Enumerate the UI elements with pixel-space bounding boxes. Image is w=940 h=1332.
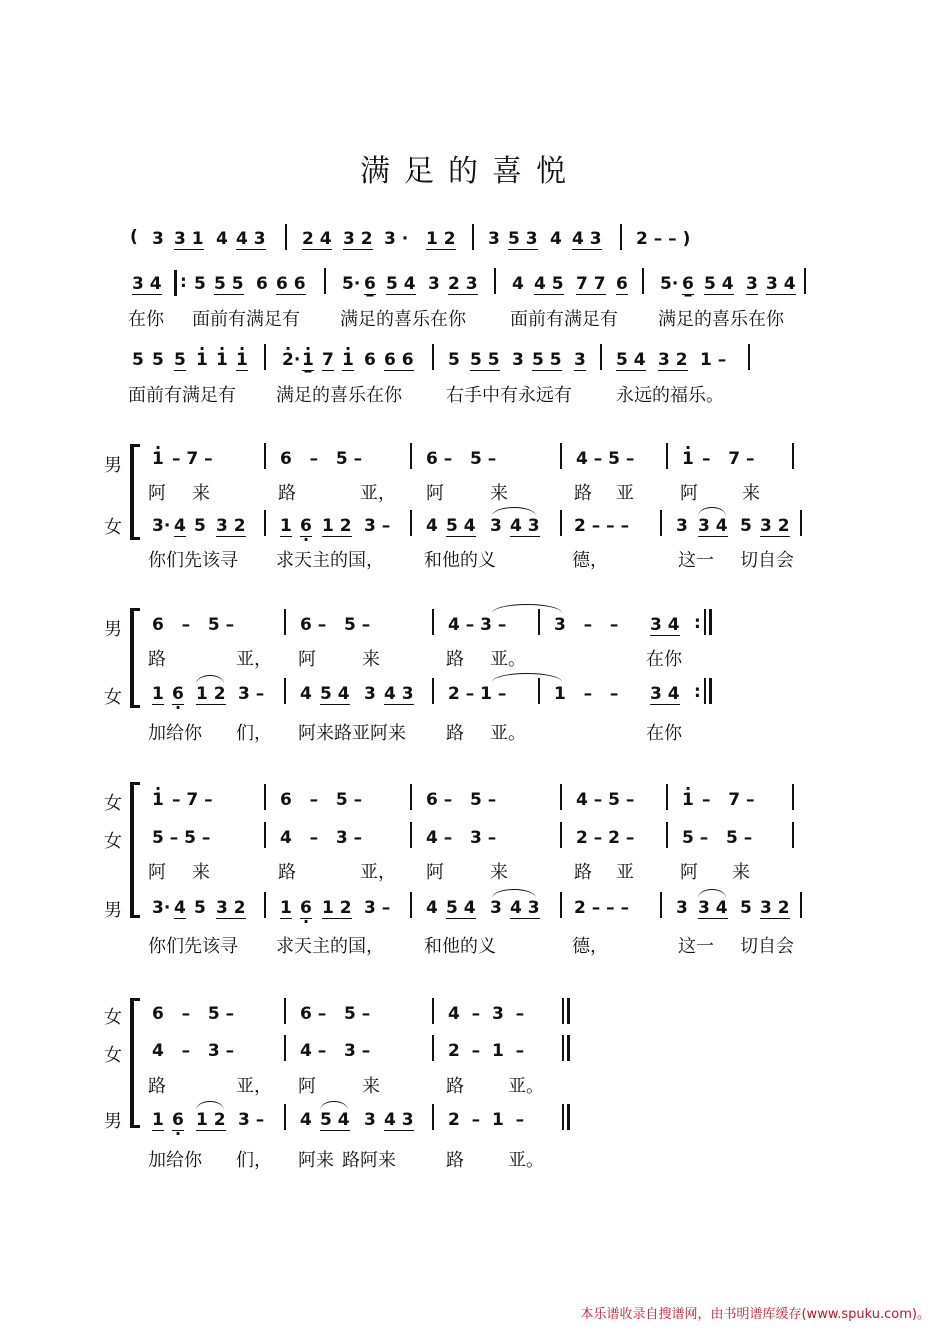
lyric: 来 <box>490 862 508 883</box>
note: 2 – – ) <box>636 229 691 249</box>
note: 7 7 <box>576 274 606 294</box>
note: 3 <box>488 229 500 249</box>
note: 3 2 <box>216 516 246 536</box>
lyric: 路 <box>446 1150 464 1171</box>
note: · 1 <box>682 792 694 809</box>
note: 6 · <box>300 900 312 919</box>
note: · 1 <box>342 352 354 371</box>
note: 6 6 <box>276 274 306 294</box>
note: – 7 – <box>702 790 755 810</box>
tie <box>492 604 562 613</box>
note: 4 – 3 – <box>448 1004 525 1024</box>
note: 6 6 <box>384 350 414 370</box>
lyric: 亚， <box>360 862 396 883</box>
lyric: 亚， <box>236 649 272 670</box>
lyric: 阿 <box>680 483 698 504</box>
note: 4 3 <box>236 229 266 249</box>
note: 3 <box>512 350 524 370</box>
voice-label: 男 <box>104 900 122 921</box>
note: 3 <box>364 1110 376 1130</box>
lyric: 阿来路亚阿来 <box>298 723 406 744</box>
barline <box>284 678 286 704</box>
note: 5 4 <box>386 274 416 294</box>
lyric: 来 <box>192 862 210 883</box>
final-bar <box>567 1104 570 1130</box>
tie <box>320 1101 348 1110</box>
voice-label: 女 <box>104 1007 122 1028</box>
note: – 7 – <box>172 449 213 469</box>
lyric: 阿 <box>298 1076 316 1097</box>
note: 3 – – <box>554 615 619 635</box>
barline <box>704 609 706 635</box>
lyric: 你们先该寻 <box>148 550 238 571</box>
note: 4 – 3 – <box>300 1041 371 1061</box>
note: 2 – 1 – <box>448 1110 525 1130</box>
note: 4 3 <box>384 1110 414 1130</box>
note: : <box>694 682 701 702</box>
barline <box>432 678 434 704</box>
system-brace <box>130 998 134 1128</box>
note: 6 – 5 – <box>426 790 497 810</box>
voice-label: 女 <box>104 1045 122 1066</box>
barline <box>560 443 562 469</box>
lyric: 来 <box>362 1076 380 1097</box>
note: 5 <box>132 350 144 370</box>
lyric: 来 <box>742 483 760 504</box>
note: 5 5 <box>470 350 500 370</box>
system-brace <box>130 608 134 708</box>
voice-label: 女 <box>104 831 122 852</box>
lyric: 路 <box>278 483 296 504</box>
note: 5 – 5 – <box>152 828 211 848</box>
lyric: 阿来 <box>298 1150 334 1171</box>
lyric: 和他的义 <box>424 936 496 957</box>
note: – 7 – <box>702 449 755 469</box>
lyric: 德， <box>572 936 608 957</box>
barline <box>792 822 794 848</box>
note: · 1 <box>196 352 208 369</box>
note: 3 <box>746 274 758 294</box>
note: 4 3 <box>510 898 540 918</box>
lyric: 德， <box>572 550 608 571</box>
barline <box>642 268 644 294</box>
barline <box>410 443 412 469</box>
barline <box>264 344 266 370</box>
system-brace <box>130 444 134 540</box>
note: 3 1 <box>174 229 204 249</box>
note: 3 <box>490 898 502 918</box>
barline <box>800 892 802 918</box>
note: 5 <box>740 516 752 536</box>
lyric: 路 <box>446 649 464 670</box>
note: 6 – 5 – <box>152 615 235 635</box>
barline <box>264 784 266 810</box>
note: 1 2 <box>196 1110 226 1130</box>
note: 3 – <box>364 898 391 918</box>
note: 6 – 5 – <box>152 1004 235 1024</box>
note: · 1 <box>216 352 228 369</box>
note: 5 – 5 – <box>682 828 753 848</box>
note: 3 <box>676 516 688 536</box>
note: 1 <box>152 1110 164 1130</box>
note: 4 – 3 – <box>280 828 363 848</box>
barline <box>560 784 562 810</box>
voice-label: 女 <box>104 793 122 814</box>
note: 3 4 <box>698 516 728 536</box>
lyric: 路 <box>278 862 296 883</box>
lyric: 阿 <box>298 649 316 670</box>
barline <box>410 892 412 918</box>
barline <box>284 998 286 1024</box>
note: · 2· <box>282 352 300 369</box>
note: 5 <box>448 350 460 370</box>
barline <box>562 1104 564 1130</box>
lyric: 来 <box>192 483 210 504</box>
note: 4 <box>216 229 228 249</box>
barline <box>324 268 326 294</box>
note: 6 · <box>172 1112 184 1131</box>
lyric: 满足的喜乐在你 <box>658 309 784 330</box>
lyric: 加给你 <box>148 1150 202 1171</box>
note: 3 <box>676 898 688 918</box>
lyric: 求天主的国， <box>276 936 384 957</box>
note: 5 3 <box>508 229 538 249</box>
note: · 1 <box>302 352 314 371</box>
lyric: 求天主的国， <box>276 550 384 571</box>
note: 7 <box>322 350 334 370</box>
barline <box>432 1035 434 1061</box>
voice-label: 女 <box>104 517 122 538</box>
barline <box>432 998 434 1024</box>
tie <box>698 889 726 898</box>
voice-label: 男 <box>104 619 122 640</box>
barline <box>660 892 662 918</box>
lyric: 这一 <box>678 550 714 571</box>
note: 4 – 3 – <box>152 1041 235 1061</box>
note: 4 – 3 – <box>426 828 497 848</box>
tie <box>196 675 224 684</box>
voice-label: 男 <box>104 1111 122 1132</box>
end-repeat-bar <box>709 678 712 704</box>
barline <box>264 892 266 918</box>
note: 5· <box>660 274 679 294</box>
note: 5 <box>174 350 186 370</box>
lyric: 这一 <box>678 936 714 957</box>
barline <box>666 443 668 469</box>
barline <box>264 510 266 536</box>
note: 3 2 <box>343 229 373 249</box>
note: 4 <box>174 516 186 536</box>
barline <box>560 892 562 918</box>
note: 6 <box>616 274 628 294</box>
note: 3 – <box>364 516 391 536</box>
note: 4 – 3 – <box>448 615 507 635</box>
barline <box>284 1104 286 1130</box>
lyric: 亚 <box>616 862 634 883</box>
lyric: 来 <box>362 649 380 670</box>
note: 2 3 <box>448 274 478 294</box>
lyric: 满足的喜乐在你 <box>276 385 402 406</box>
note: 4 <box>512 274 524 294</box>
barline <box>620 224 622 250</box>
note: 4 <box>300 1110 312 1130</box>
note: 3 4 <box>132 274 162 294</box>
barline <box>285 224 287 250</box>
note: 3 <box>574 350 586 370</box>
note: 5 5 <box>532 350 562 370</box>
lyric: 路 <box>148 1076 166 1097</box>
lyric: 路 <box>574 862 592 883</box>
barline <box>666 784 668 810</box>
barline <box>562 1035 564 1061</box>
note: 3 4 <box>650 684 680 704</box>
barline <box>538 678 540 704</box>
barline <box>264 822 266 848</box>
note: 6 <box>256 274 268 294</box>
lyric: 右手中有永远有 <box>446 385 572 406</box>
lyric: 亚。 <box>508 1076 544 1097</box>
lyric: 在你 <box>128 309 164 330</box>
lyric: 亚 <box>616 483 634 504</box>
lyric: 们， <box>236 723 272 744</box>
barline <box>666 822 668 848</box>
note: 4 5 <box>534 274 564 294</box>
tie <box>492 507 536 516</box>
note: 3 2 <box>658 350 688 370</box>
lyric: 亚， <box>236 1076 272 1097</box>
note: · 1 <box>152 792 164 809</box>
end-repeat-bar <box>709 609 712 635</box>
barline <box>660 510 662 536</box>
note: 4 <box>300 684 312 704</box>
barline <box>560 822 562 848</box>
note: 2 – 1 – <box>448 684 507 704</box>
note: 3 – <box>238 684 265 704</box>
final-bar <box>567 998 570 1024</box>
note: 3 2 <box>216 898 246 918</box>
note: 3 <box>428 274 440 294</box>
lyric: 路 <box>148 649 166 670</box>
note: 4 <box>426 898 438 918</box>
note: 4 – 5 – <box>576 449 635 469</box>
note: 1 2 <box>196 684 226 704</box>
lyric: 面前有满足有 <box>510 309 618 330</box>
note: 2 – – – <box>574 898 630 918</box>
lyric: 来 <box>732 862 750 883</box>
note: 5 4 <box>320 1110 350 1130</box>
lyric: 路 <box>574 483 592 504</box>
note: 5 <box>740 898 752 918</box>
note: 3 2 <box>760 516 790 536</box>
barline <box>800 510 802 536</box>
note: 5· <box>342 274 361 294</box>
note: 3 – <box>238 1110 265 1130</box>
barline <box>792 784 794 810</box>
note: 6 <box>364 274 376 294</box>
repeat-bar <box>174 270 177 296</box>
note: 6 – 5 – <box>280 790 363 810</box>
note: 5 <box>194 898 206 918</box>
lyric: 和他的义 <box>424 550 496 571</box>
note: 5 4 <box>446 516 476 536</box>
note: 2 – 2 – <box>576 828 635 848</box>
tie <box>196 1101 224 1110</box>
note: 3 · <box>384 229 409 249</box>
barline <box>748 344 750 370</box>
note: 5 5 <box>214 274 244 294</box>
note: 3 4 <box>698 898 728 918</box>
tie <box>492 889 536 898</box>
note: 4 <box>550 229 562 249</box>
note: 6 <box>682 274 694 294</box>
lyric: 亚。 <box>490 649 526 670</box>
note: 3 <box>152 229 164 249</box>
note: 5 4 <box>320 684 350 704</box>
note: 3 <box>364 684 376 704</box>
note: · 1 <box>152 451 164 468</box>
lyric: 阿 <box>148 483 166 504</box>
lyric: 路 <box>446 723 464 744</box>
lyric: 面前有满足有 <box>192 309 300 330</box>
barline <box>560 510 562 536</box>
lyric: 亚。 <box>490 723 526 744</box>
note: 1 <box>280 516 292 536</box>
paren-open: ( <box>130 227 138 247</box>
note: 3 <box>490 516 502 536</box>
lyric: 满足的喜乐在你 <box>340 309 466 330</box>
note: 4 3 <box>510 516 540 536</box>
barline <box>432 609 434 635</box>
source-footer: 本乐谱收录自搜谱网，由书明谱库缓存(www.spuku.com)。 <box>580 1307 930 1322</box>
lyric: 们， <box>236 1150 272 1171</box>
barline <box>284 609 286 635</box>
note: 5 <box>152 350 164 370</box>
lyric: 加给你 <box>148 723 202 744</box>
note: · 1 <box>236 352 248 371</box>
barline <box>410 510 412 536</box>
note: 1 – – <box>554 684 619 704</box>
note: 2 – – – <box>574 516 630 536</box>
note: 6 · <box>300 518 312 537</box>
lyric: 路 <box>446 1076 464 1097</box>
lyric: 来 <box>490 483 508 504</box>
lyric: 在你 <box>646 649 682 670</box>
note: 5 <box>194 516 206 536</box>
note: : <box>694 613 701 633</box>
note: 5 <box>194 274 206 294</box>
barline <box>432 344 434 370</box>
tie <box>698 507 726 516</box>
barline <box>562 998 564 1024</box>
note: 1 <box>152 684 164 704</box>
lyric: 在你 <box>646 723 682 744</box>
barline <box>284 1035 286 1061</box>
note: 6 – 5 – <box>300 1004 371 1024</box>
lyric: 路阿来 <box>342 1150 396 1171</box>
note: 6 · <box>172 686 184 705</box>
note: 1 <box>280 898 292 918</box>
barline <box>538 609 540 635</box>
note: 6 – 5 – <box>300 615 371 635</box>
lyric: 亚， <box>360 483 396 504</box>
barline <box>432 1104 434 1130</box>
note: 5 4 <box>446 898 476 918</box>
note: 5 4 <box>616 350 646 370</box>
voice-label: 女 <box>104 687 122 708</box>
barline <box>792 443 794 469</box>
note: – 7 – <box>172 790 213 810</box>
note: : <box>180 272 187 292</box>
note: · 1 <box>682 451 694 468</box>
page-title: 满足的喜悦 <box>360 154 580 189</box>
lyric: 阿 <box>148 862 166 883</box>
note: 6 – 5 – <box>426 449 497 469</box>
barline <box>600 344 602 370</box>
lyric: 阿 <box>426 862 444 883</box>
note: 4 <box>426 516 438 536</box>
note: 6 – 5 – <box>280 449 363 469</box>
note: 5 4 <box>704 274 734 294</box>
voice-label: 男 <box>104 455 122 476</box>
barline <box>472 224 474 250</box>
note: 3 2 <box>760 898 790 918</box>
note: 3· <box>152 898 171 918</box>
lyric: 你们先该寻 <box>148 936 238 957</box>
barline <box>410 822 412 848</box>
note: 2 4 <box>302 229 332 249</box>
note: 4 3 <box>572 229 602 249</box>
note: 1 2 <box>426 229 456 249</box>
system-brace <box>130 782 134 918</box>
note: 3 4 <box>650 615 680 635</box>
barline <box>494 268 496 294</box>
tie <box>492 673 562 682</box>
lyric: 切自会 <box>740 936 794 957</box>
lyric: 亚。 <box>508 1150 544 1171</box>
note: 3· <box>152 516 171 536</box>
lyric: 阿 <box>426 483 444 504</box>
note: 2 – 1 – <box>448 1041 525 1061</box>
final-bar <box>567 1035 570 1061</box>
note: 3 4 <box>766 274 796 294</box>
note: 4 – 5 – <box>576 790 635 810</box>
barline <box>264 443 266 469</box>
barline <box>804 268 806 294</box>
lyric: 切自会 <box>740 550 794 571</box>
lyric: 永远的福乐。 <box>616 385 724 406</box>
note: 4 <box>174 898 186 918</box>
barline <box>704 678 706 704</box>
note: 1 – <box>700 350 727 370</box>
barline <box>410 784 412 810</box>
note: 4 3 <box>384 684 414 704</box>
lyric: 阿 <box>680 862 698 883</box>
lyric: 面前有满足有 <box>128 385 236 406</box>
note: 1 2 <box>322 898 352 918</box>
note: 1 2 <box>322 516 352 536</box>
note: 6 <box>364 350 376 370</box>
